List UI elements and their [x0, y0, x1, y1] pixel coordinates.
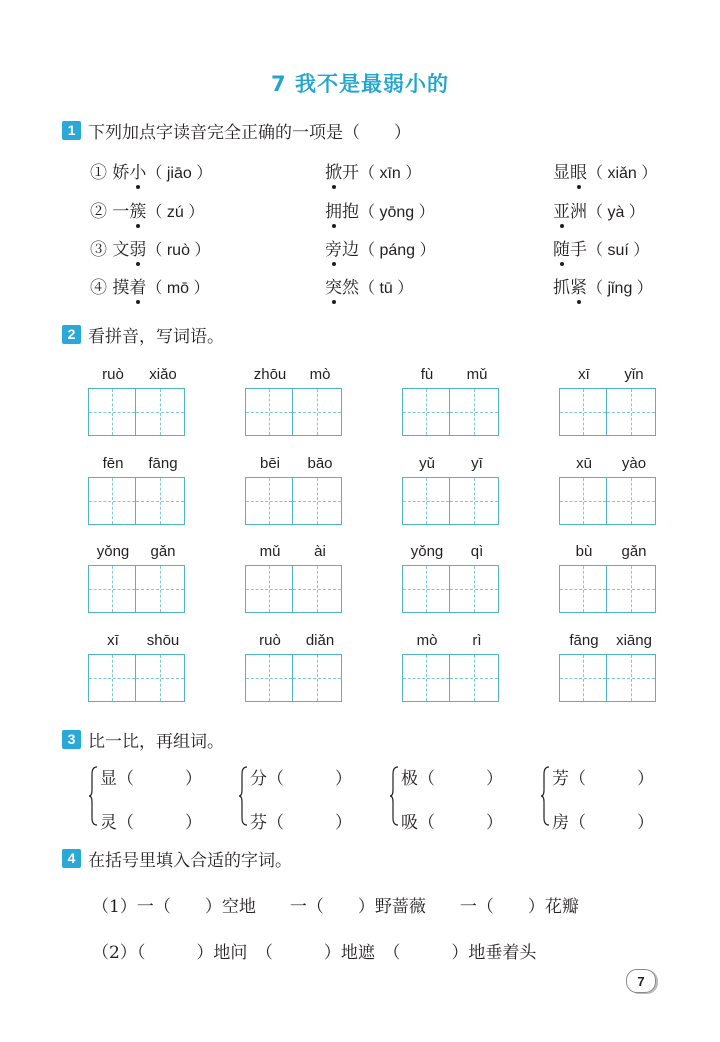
option-item — [553, 235, 649, 260]
pinyin-syllable: yǒng — [410, 543, 444, 560]
writing-box[interactable] — [607, 654, 656, 702]
question-4-text: 在括号里填入合适的字词。 — [88, 850, 292, 871]
writing-box[interactable] — [450, 388, 499, 436]
compare-group — [389, 764, 549, 833]
pinyin-syllable: xiǎo — [149, 366, 177, 383]
compare-group — [540, 764, 700, 833]
dotted-character: 簇 — [129, 202, 147, 222]
dotted-character: 旁 — [325, 240, 342, 260]
writing-box[interactable] — [402, 477, 450, 525]
option-pinyin: （ yà ） — [587, 204, 645, 221]
writing-box[interactable] — [402, 565, 450, 613]
option-pinyin: （ zú ） — [146, 204, 205, 221]
option-item — [553, 197, 645, 222]
option-pre: ④ 摸 — [90, 278, 130, 298]
writing-box[interactable] — [245, 477, 293, 525]
writing-box[interactable] — [559, 565, 607, 613]
writing-box[interactable] — [293, 388, 342, 436]
tian-grid — [402, 654, 502, 702]
writing-box[interactable] — [450, 654, 499, 702]
option-pinyin: （ suí ） — [587, 242, 650, 259]
writing-box[interactable] — [450, 477, 499, 525]
writing-box[interactable] — [559, 388, 607, 436]
writing-box[interactable] — [136, 654, 185, 702]
pinyin-syllable: xū — [576, 455, 592, 472]
tian-grid — [88, 388, 188, 436]
pinyin-syllable: ruò — [102, 366, 124, 383]
option-item — [325, 235, 436, 260]
pinyin-syllable: bāo — [307, 455, 333, 472]
tian-grid — [245, 477, 345, 525]
writing-box[interactable] — [136, 565, 185, 613]
pinyin-syllable: fù — [420, 366, 434, 383]
compare-line-bottom[interactable]: 芬（ ） — [250, 813, 352, 833]
question-3-header — [62, 727, 224, 751]
pinyin-syllable: mǔ — [466, 366, 488, 383]
option-pinyin: （ xiǎn ） — [587, 165, 658, 182]
option-pre: 显 — [553, 163, 570, 183]
pinyin-word-item — [402, 455, 502, 525]
fill-in-line-1[interactable]: （1）一（ ）空地 一（ ）野蔷薇 一（ ）花瓣 — [92, 897, 579, 917]
compare-line-top[interactable]: 芳（ ） — [552, 769, 654, 789]
option-item — [90, 273, 210, 298]
pinyin-label — [245, 455, 345, 473]
dotted-character: 紧 — [570, 278, 587, 298]
pinyin-syllable: yǐn — [624, 366, 644, 383]
option-pre: ② 一 — [90, 202, 130, 222]
writing-box[interactable] — [88, 388, 136, 436]
writing-box[interactable] — [450, 565, 499, 613]
pinyin-word-item — [402, 543, 502, 613]
question-2-header — [62, 322, 224, 346]
option-item — [325, 158, 421, 183]
compare-line-bottom[interactable]: 房（ ） — [552, 813, 654, 833]
writing-box[interactable] — [88, 654, 136, 702]
pinyin-word-item — [88, 455, 188, 525]
writing-box[interactable] — [402, 388, 450, 436]
writing-box[interactable] — [293, 565, 342, 613]
pinyin-label — [88, 632, 188, 650]
pinyin-syllable: fēn — [102, 455, 124, 472]
pinyin-syllable: fāng — [148, 455, 178, 472]
writing-box[interactable] — [607, 477, 656, 525]
compare-line-bottom[interactable]: 吸（ ） — [401, 813, 503, 833]
question-number-badge: 1 — [62, 121, 81, 140]
dotted-character: 拥 — [325, 202, 342, 222]
pinyin-label — [559, 543, 659, 561]
pinyin-word-item — [559, 366, 659, 436]
pinyin-word-item — [559, 543, 659, 613]
pinyin-word-item — [402, 632, 502, 702]
pinyin-syllable: xiāng — [616, 632, 652, 649]
option-item — [90, 158, 212, 183]
option-row — [0, 273, 720, 301]
page-title: 7 我不是最弱小的 — [271, 72, 449, 96]
tian-grid — [245, 388, 345, 436]
dotted-character: 眼 — [570, 163, 587, 183]
compare-line-bottom[interactable]: 灵（ ） — [100, 813, 202, 833]
question-number-badge: 3 — [62, 730, 81, 749]
dotted-character: 小 — [129, 163, 147, 183]
compare-line-top[interactable]: 分（ ） — [250, 769, 352, 789]
pinyin-word-item — [559, 455, 659, 525]
pinyin-syllable: ruò — [259, 632, 281, 649]
writing-box[interactable] — [136, 388, 185, 436]
compare-line-top[interactable]: 显（ ） — [100, 769, 202, 789]
pinyin-label — [402, 366, 502, 384]
dotted-character: 掀 — [325, 163, 342, 183]
option-pre: 抓 — [553, 278, 570, 298]
brace-icon — [88, 766, 98, 826]
option-pre: ① 娇 — [90, 163, 130, 183]
option-post: 手 — [570, 240, 587, 260]
writing-box[interactable] — [293, 654, 342, 702]
tian-grid — [559, 565, 659, 613]
tian-grid — [402, 477, 502, 525]
pinyin-label — [88, 543, 188, 561]
pinyin-syllable: mò — [309, 366, 331, 383]
pinyin-word-item — [245, 455, 345, 525]
pinyin-word-item — [88, 366, 188, 436]
tian-grid — [245, 654, 345, 702]
tian-grid — [559, 477, 659, 525]
option-post: 抱 — [342, 202, 359, 222]
writing-box[interactable] — [245, 654, 293, 702]
writing-box[interactable] — [607, 565, 656, 613]
pinyin-syllable: zhōu — [253, 366, 287, 383]
brace-icon — [540, 766, 550, 826]
compare-line-top[interactable]: 极（ ） — [401, 769, 503, 789]
pinyin-label — [559, 455, 659, 473]
option-pinyin: （ yōng ） — [359, 204, 435, 221]
pinyin-syllable: ài — [314, 543, 326, 560]
pinyin-word-item — [88, 543, 188, 613]
writing-box[interactable] — [607, 388, 656, 436]
pinyin-label — [402, 455, 502, 473]
dotted-character: 突 — [325, 278, 342, 298]
pinyin-syllable: rì — [472, 632, 482, 649]
compare-group — [88, 764, 248, 833]
pinyin-word-item — [402, 366, 502, 436]
pinyin-label — [88, 455, 188, 473]
pinyin-label — [245, 543, 345, 561]
pinyin-syllable: shōu — [146, 632, 180, 649]
option-post: 开 — [342, 163, 359, 183]
option-post: 边 — [342, 240, 359, 260]
option-pinyin: （ xīn ） — [359, 165, 422, 182]
option-pinyin: （ mō ） — [146, 280, 210, 297]
pinyin-syllable: diǎn — [305, 632, 335, 649]
fill-in-line-2[interactable]: （2）（ ）地问 （ ）地遮 （ ）地垂着头 — [92, 943, 537, 963]
dotted-character: 弱 — [129, 240, 147, 260]
option-row — [0, 158, 720, 186]
question-3-text: 比一比，再组词。 — [88, 731, 224, 752]
pinyin-syllable: xī — [578, 366, 590, 383]
pinyin-syllable: gǎn — [150, 543, 176, 560]
option-pinyin: （ páng ） — [359, 242, 436, 259]
option-item — [553, 158, 657, 183]
option-post: 然 — [342, 278, 359, 298]
option-item — [553, 273, 653, 298]
pinyin-syllable: bēi — [259, 455, 281, 472]
question-number-badge: 2 — [62, 325, 81, 344]
writing-box[interactable] — [88, 477, 136, 525]
tian-grid — [559, 654, 659, 702]
writing-box[interactable] — [293, 477, 342, 525]
brace-icon — [238, 766, 248, 826]
tian-grid — [245, 565, 345, 613]
option-post: 洲 — [570, 202, 587, 222]
pinyin-label — [245, 366, 345, 384]
pinyin-word-item — [245, 543, 345, 613]
tian-grid — [88, 477, 188, 525]
option-pinyin: （ ruò ） — [146, 242, 211, 259]
option-pinyin: （ jǐng ） — [587, 280, 653, 297]
page-number: 7 — [626, 969, 656, 993]
option-row — [0, 197, 720, 225]
option-pre: ③ 文 — [90, 240, 130, 260]
tian-grid — [88, 654, 188, 702]
option-pinyin: （ tū ） — [359, 280, 414, 297]
pinyin-word-item — [88, 632, 188, 702]
pinyin-syllable: yào — [621, 455, 647, 472]
pinyin-word-item — [245, 632, 345, 702]
pinyin-syllable: mǔ — [259, 543, 281, 560]
pinyin-label — [245, 632, 345, 650]
writing-box[interactable] — [245, 565, 293, 613]
writing-box[interactable] — [245, 388, 293, 436]
option-pinyin: （ jiāo ） — [146, 165, 213, 182]
pinyin-syllable: mò — [416, 632, 438, 649]
compare-group — [238, 764, 398, 833]
tian-grid — [402, 565, 502, 613]
pinyin-syllable: yǒng — [96, 543, 130, 560]
question-number-badge: 4 — [62, 849, 81, 868]
writing-box[interactable] — [88, 565, 136, 613]
option-item — [325, 273, 413, 298]
tian-grid — [559, 388, 659, 436]
pinyin-label — [402, 543, 502, 561]
pinyin-syllable: bù — [575, 543, 593, 560]
writing-box[interactable] — [402, 654, 450, 702]
dotted-character: 随 — [553, 240, 570, 260]
option-item — [90, 235, 210, 260]
dotted-character: 亚 — [553, 202, 570, 222]
pinyin-label — [88, 366, 188, 384]
pinyin-label — [402, 632, 502, 650]
question-2-text: 看拼音，写词语。 — [88, 326, 224, 347]
pinyin-word-item — [559, 632, 659, 702]
pinyin-syllable: xī — [107, 632, 119, 649]
pinyin-syllable: qì — [470, 543, 484, 560]
pinyin-syllable: yǔ — [419, 455, 435, 472]
brace-icon — [389, 766, 399, 826]
pinyin-word-item — [245, 366, 345, 436]
option-item — [90, 197, 204, 222]
tian-grid — [88, 565, 188, 613]
tian-grid — [402, 388, 502, 436]
pinyin-syllable: gǎn — [621, 543, 647, 560]
dotted-character: 着 — [129, 278, 147, 298]
pinyin-syllable: fāng — [569, 632, 599, 649]
writing-box[interactable] — [559, 477, 607, 525]
pinyin-label — [559, 632, 659, 650]
option-item — [325, 197, 435, 222]
question-1-header — [62, 118, 411, 142]
question-4-header — [62, 846, 292, 870]
question-1-text: 下列加点字读音完全正确的一项是（ ） — [88, 122, 411, 143]
writing-box[interactable] — [136, 477, 185, 525]
option-row — [0, 235, 720, 263]
writing-box[interactable] — [559, 654, 607, 702]
pinyin-syllable: yī — [471, 455, 483, 472]
pinyin-label — [559, 366, 659, 384]
